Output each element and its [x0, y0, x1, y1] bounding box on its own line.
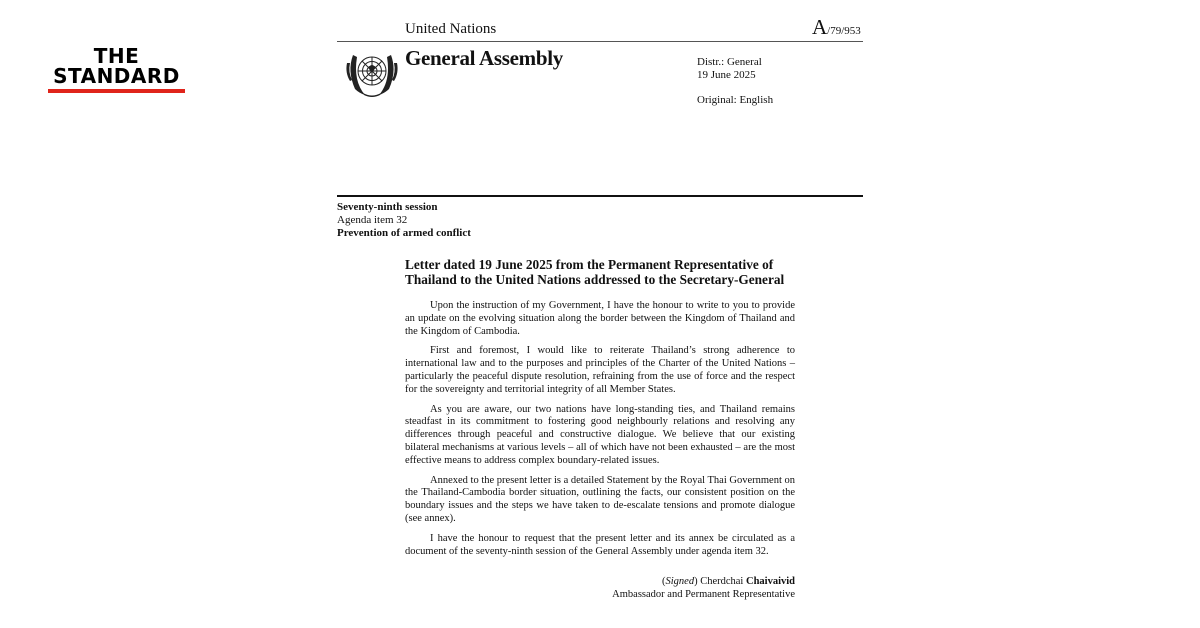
header-rule: [337, 41, 863, 42]
un-emblem-icon: [341, 47, 403, 99]
original-language: Original: English: [697, 94, 774, 106]
symbol-number: /79/953: [827, 25, 861, 37]
logo-line-1: THE: [93, 44, 140, 68]
paragraph: First and foremost, I would like to reiterate Thailand’s strong adherence to international law and to the purposes and principles of the Charter of the United Nations – particularly the peaceful dispute resolution, refraining from the use of force and the respect for the sovereignty and territorial integrity of all Member States.: [405, 345, 795, 395]
signer-first-name: Cherdchai: [700, 576, 744, 587]
agenda-topic: Prevention of armed conflict: [337, 227, 471, 239]
letter-body: [405, 300, 795, 565]
paragraph: Annexed to the present letter is a detailed Statement by the Royal Thai Government on the Thailand-Cambodia border situation, outlining the facts, our consistent position on the boundary issues and the steps we have taken to de-escalate tensions and promote dialogue (see annex).: [405, 474, 795, 524]
signer-title: Ambassador and Permanent Representative: [612, 589, 795, 600]
paragraph: Upon the instruction of my Government, I have the honour to write to you to provide an update on the evolving situation along the border between the Kingdom of Thailand and the Kingdom of Cambodia.: [405, 300, 795, 337]
symbol-letter: A: [812, 15, 828, 39]
distribution-label: Distr.: General: [697, 56, 762, 68]
signature-line: (Signed) Cherdchai Chaivaivid: [662, 576, 795, 587]
paragraph: As you are aware, our two nations have long-standing ties, and Thailand remains steadfast in its commitment to fostering good neighbourly relations and resolving any differences through peaceful and constructive dialogue. We believe that our existing bilateral mechanisms at various levels – all of which have not been exhausted – are the most effective means to address complex boundary-related issues.: [405, 403, 795, 466]
document-date: 19 June 2025: [697, 69, 756, 81]
signature-block: [560, 575, 795, 601]
signed-label: Signed: [665, 576, 695, 587]
letter-title: Letter dated 19 June 2025 from the Permanent Representative of Thailand to the United Nations addressed to the Secretary-General: [405, 257, 785, 287]
paragraph: I have the honour to request that the present letter and its annex be circulated as a document of the seventy-ninth session of the General Assembly under agenda item 32.: [405, 532, 795, 557]
session-name: Seventy-ninth session: [337, 201, 438, 213]
session-block: [337, 201, 471, 240]
signer-last-name: Chaivaivid: [745, 576, 795, 587]
section-rule: [337, 195, 863, 197]
agenda-item: Agenda item 32: [337, 214, 408, 226]
the-standard-logo: [48, 46, 185, 93]
logo-underline-bar: [48, 89, 185, 93]
organ-name: General Assembly: [405, 46, 563, 70]
logo-line-2: STANDARD: [53, 64, 180, 88]
organization-name: United Nations: [405, 21, 497, 37]
distribution-block: [697, 56, 762, 82]
document-symbol: [812, 15, 861, 40]
